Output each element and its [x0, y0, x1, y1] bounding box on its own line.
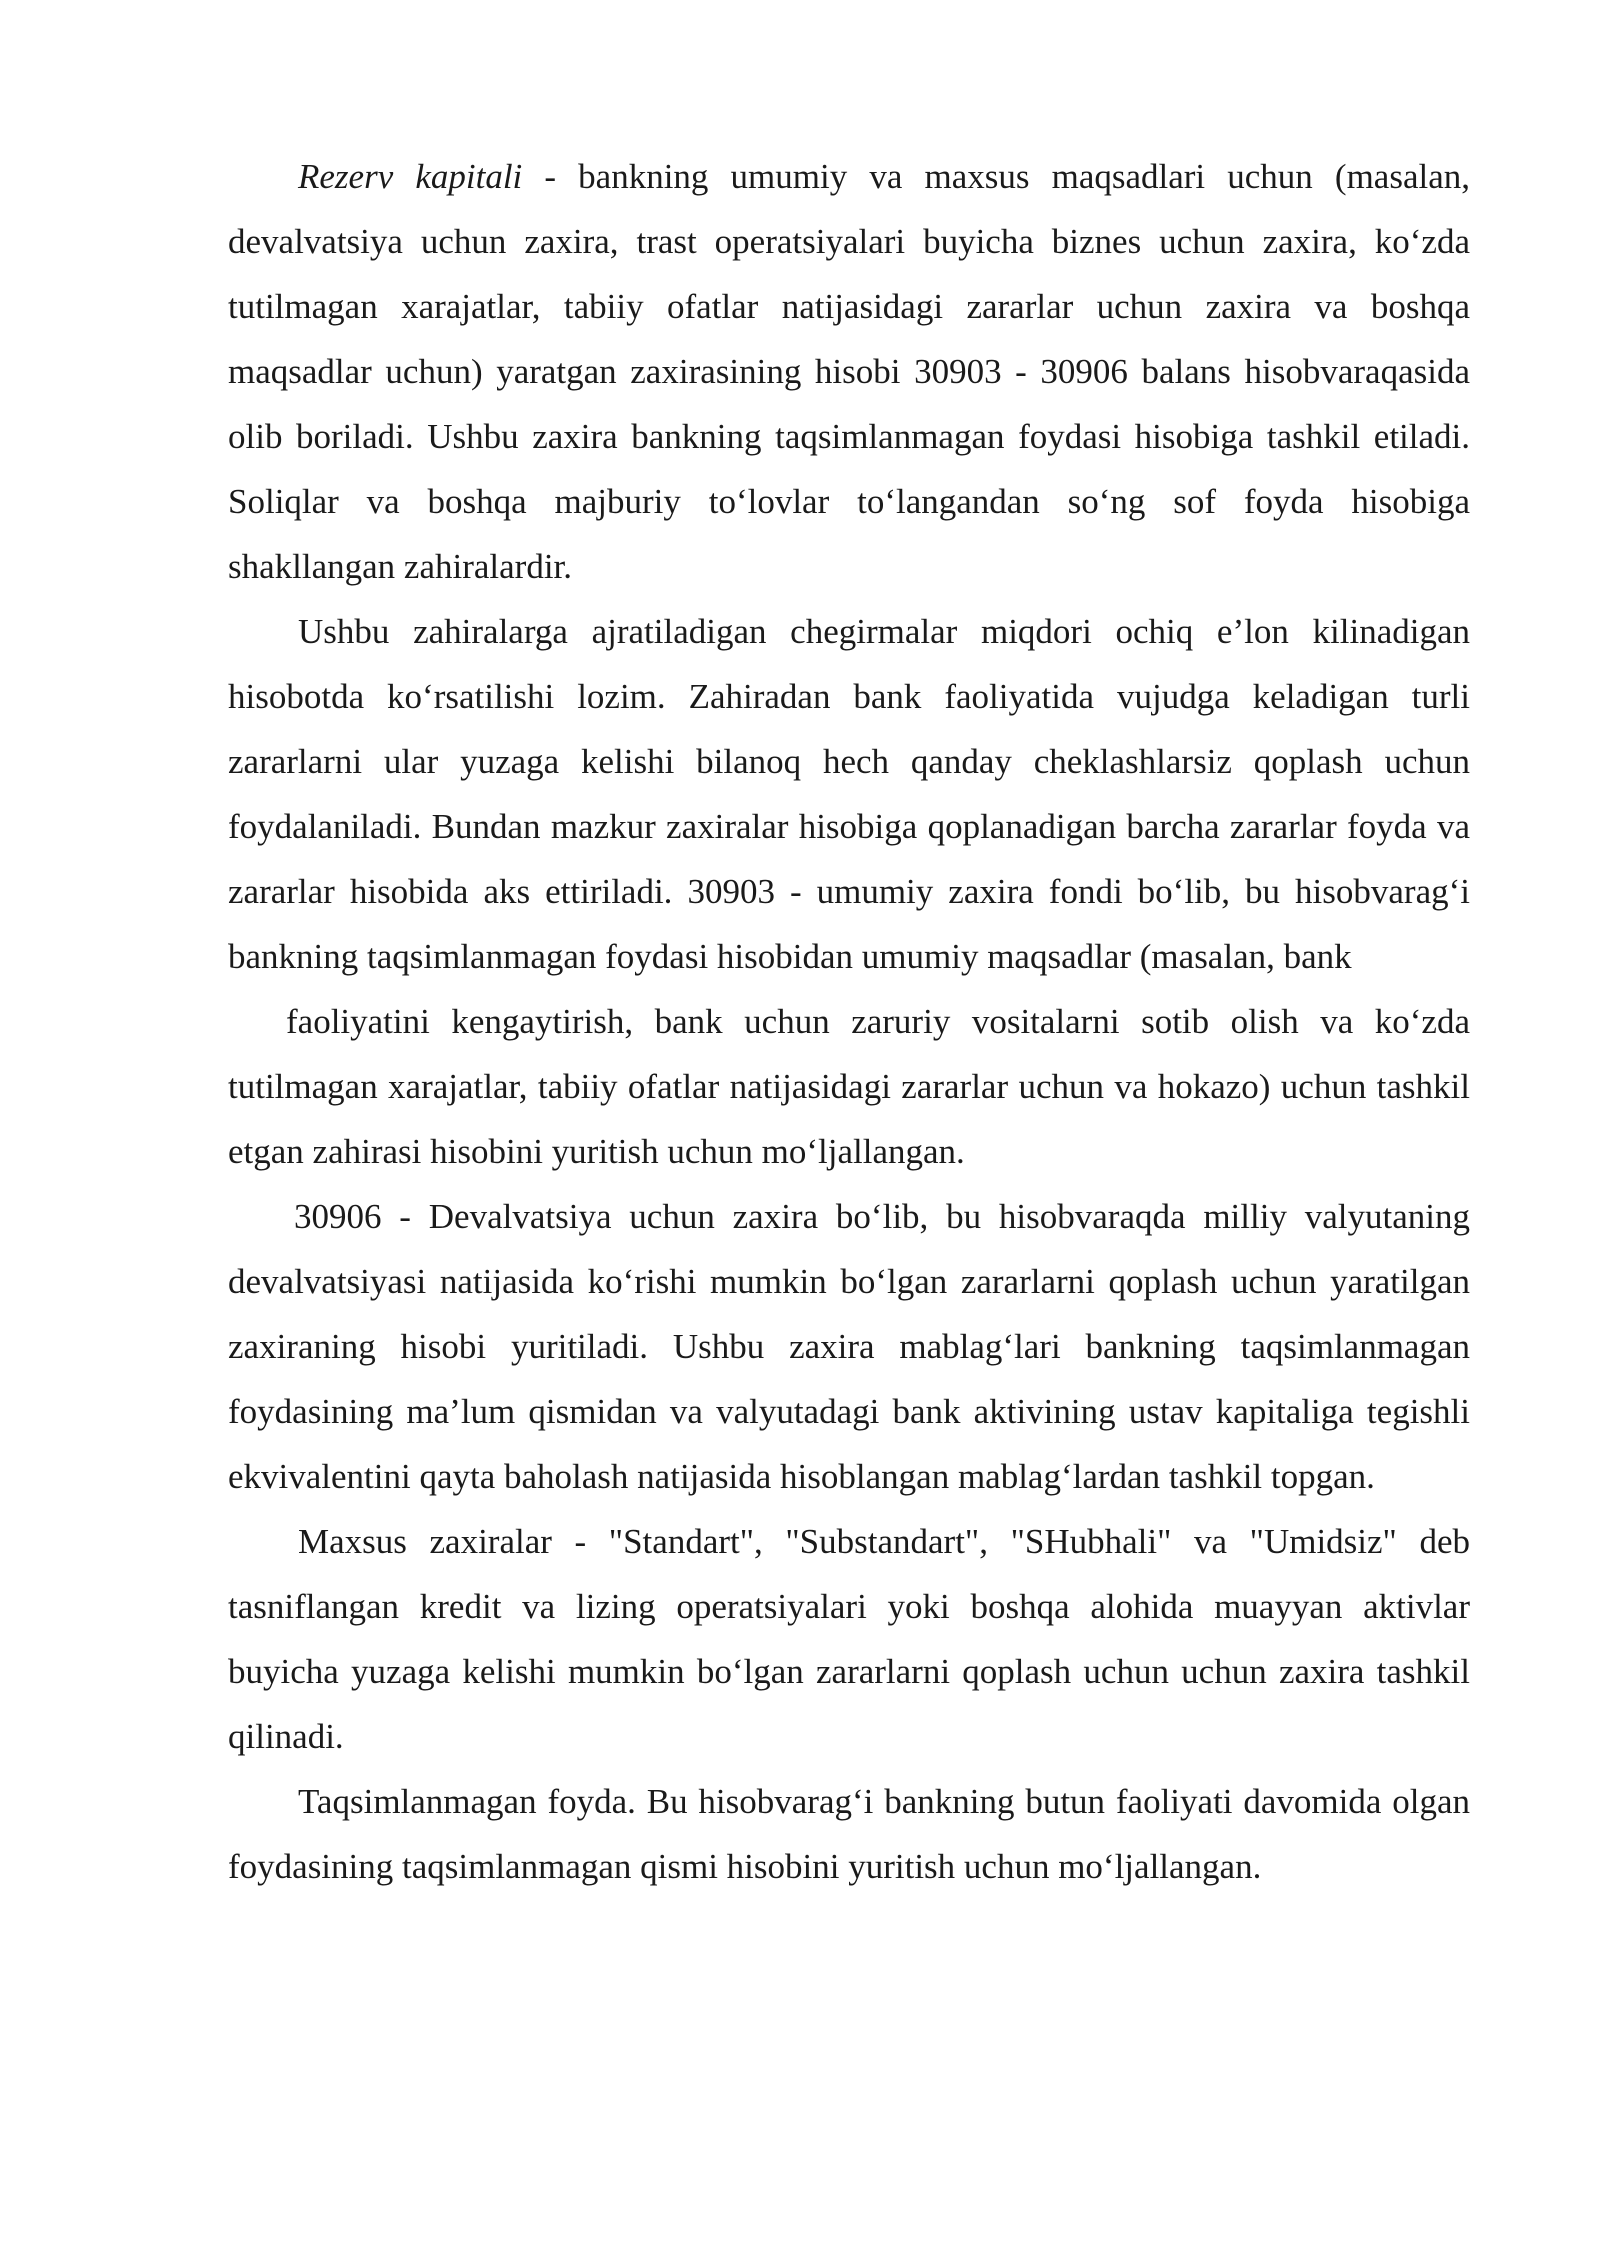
- paragraph-retained-earnings: [228, 1769, 1470, 1899]
- term-reserve-capital: Rezerv kapitali: [298, 157, 523, 196]
- paragraph-text: Maxsus zaxiralar - "Standart", "Substandart", "SHubhali" va "Umidsiz" deb tasniflangan kredit va lizing operatsiyalari yoki boshqa alohida muayyan aktivlar buyicha yuzaga kelishi mumkin bo‘lgan zararlarni qoplash uchun uchun zaxira tashkil qilinadi.: [228, 1522, 1470, 1756]
- paragraph-text: 30906 - Devalvatsiya uchun zaxira bo‘lib, bu hisobvaraqda milliy valyutaning devalvatsiyasi natijasida ko‘rishi mumkin bo‘lgan zararlarni qoplash uchun yaratilgan zaxiraning hisobi yuritiladi. Ushbu zaxira mablag‘lari bankning taqsimlanmagan foydasining ma’lum qismidan va valyutadagi bank aktivining ustav kapitaliga tegishli ekvivalentini qayta baholash natijasida hisoblangan mablag‘lardan tashkil topgan.: [228, 1197, 1470, 1496]
- paragraph-text: - bankning umumiy va maxsus maqsadlari uchun (masalan, devalvatsiya uchun zaxira, trast operatsiyalari buyicha biznes uchun zaxira, ko‘zda tutilmagan xarajatlar, tabiiy ofatlar natijasidagi zararlar uchun zaxira va boshqa maqsadlar uchun) yaratgan zaxirasining hisobi 30903 - 30906 balans hisobvaraqasida olib boriladi. Ushbu zaxira bankning taqsimlanmagan foydasi hisobiga tashkil etiladi. Soliqlar va boshqa majburiy to‘lovlar to‘langandan so‘ng sof foyda hisobiga shakllangan zahiralardir.: [228, 157, 1470, 586]
- paragraph-reserves-disclosure: [228, 599, 1470, 989]
- paragraph-devaluation-reserve: [228, 1184, 1470, 1509]
- paragraph-text: Taqsimlanmagan foyda. Bu hisobvarag‘i bankning butun faoliyati davomida olgan foydasining taqsimlanmagan qismi hisobini yuritish uchun mo‘ljallangan.: [228, 1782, 1470, 1886]
- paragraph-special-reserves: [228, 1509, 1470, 1769]
- paragraph-reserves-continuation: [228, 989, 1470, 1184]
- paragraph-reserve-capital: [228, 144, 1470, 599]
- paragraph-text: faoliyatini kengaytirish, bank uchun zaruriy vositalarni sotib olish va ko‘zda tutilmagan xarajatlar, tabiiy ofatlar natijasidagi zararlar uchun va hokazo) uchun tashkil etgan zahirasi hisobini yuritish uchun mo‘ljallangan.: [228, 1002, 1470, 1171]
- paragraph-text: Ushbu zahiralarga ajratiladigan chegirmalar miqdori ochiq e’lon kilinadigan hisobotda ko‘rsatilishi lozim. Zahiradan bank faoliyatida vujudga keladigan turli zararlarni ular yuzaga kelishi bilanoq hech qanday cheklashlarsiz qoplash uchun foydalaniladi. Bundan mazkur zaxiralar hisobiga qoplanadigan barcha zararlar foyda va zararlar hisobida aks ettiriladi. 30903 - umumiy zaxira fondi bo‘lib, bu hisobvarag‘i bankning taqsimlanmagan foydasi hisobidan umumiy maqsadlar (masalan, bank: [228, 612, 1470, 976]
- document-page: [228, 144, 1470, 1899]
